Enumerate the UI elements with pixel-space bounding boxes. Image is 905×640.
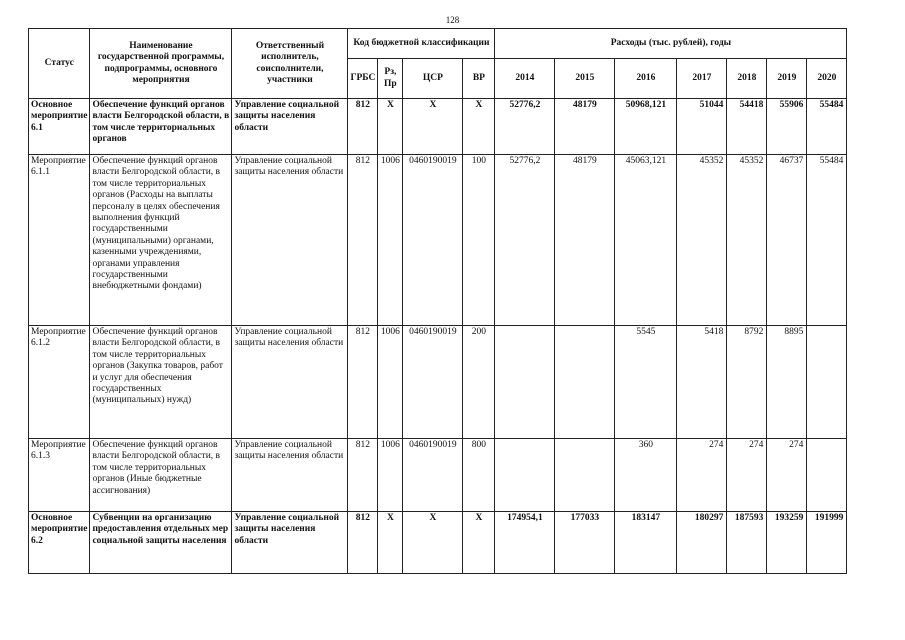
header-budget-code: Код бюджетной классификации <box>348 29 495 59</box>
header-vr: ВР <box>463 59 495 99</box>
row-value-2020: 191999 <box>807 512 847 574</box>
row-csr: 0460190019 <box>403 439 463 512</box>
row-value-2018: 274 <box>727 439 767 512</box>
row-value-2014: 52776,2 <box>495 155 555 326</box>
row-name: Обеспечение функций органов власти Белгородской области, в том числе территориальных органов (Расходы на выплаты персоналу в целях обеспечения выполнения функций государственными (муниципальными) органами, казенными учреждениями, органами управления государственными внебюджетными фондами) <box>90 155 232 326</box>
row-vr: 800 <box>463 439 495 512</box>
header-year-2014: 2014 <box>495 59 555 99</box>
row-value-2014: 52776,2 <box>495 99 555 155</box>
header-responsible: Ответственный исполнитель, соисполнители, участники <box>232 29 348 99</box>
row-value-2017: 274 <box>677 439 727 512</box>
row-value-2014 <box>495 439 555 512</box>
row-rz-pr: 1006 <box>378 439 403 512</box>
row-value-2019: 193259 <box>767 512 807 574</box>
row-value-2018: 54418 <box>727 99 767 155</box>
row-value-2014: 174954,1 <box>495 512 555 574</box>
row-grbs: 812 <box>348 326 378 439</box>
table-row <box>29 512 847 574</box>
table-row <box>29 326 847 439</box>
row-csr: 0460190019 <box>403 155 463 326</box>
row-status: Основное мероприятие 6.1 <box>29 99 90 155</box>
row-value-2016: 183147 <box>615 512 677 574</box>
row-value-2016: 5545 <box>615 326 677 439</box>
row-value-2018: 8792 <box>727 326 767 439</box>
page-number: 128 <box>445 15 460 25</box>
header-year-2016: 2016 <box>615 59 677 99</box>
header-grbs: ГРБС <box>348 59 378 99</box>
row-value-2016: 45063,121 <box>615 155 677 326</box>
row-value-2019: 55906 <box>767 99 807 155</box>
row-rz-pr: 1006 <box>378 326 403 439</box>
row-value-2016: 360 <box>615 439 677 512</box>
row-csr: Х <box>403 512 463 574</box>
header-status: Статус <box>29 29 90 99</box>
row-value-2019: 8895 <box>767 326 807 439</box>
row-csr: Х <box>403 99 463 155</box>
row-value-2014 <box>495 326 555 439</box>
row-vr: Х <box>463 99 495 155</box>
row-name: Обеспечение функций органов власти Белгородской области, в том числе территориальных органов <box>90 99 232 155</box>
row-vr: 200 <box>463 326 495 439</box>
row-status: Мероприятие 6.1.1 <box>29 155 90 326</box>
row-value-2016: 50968,121 <box>615 99 677 155</box>
row-rz-pr: Х <box>378 99 403 155</box>
header-rz-pr: Рз, Пр <box>378 59 403 99</box>
row-value-2017: 5418 <box>677 326 727 439</box>
row-value-2015 <box>555 326 615 439</box>
row-name: Обеспечение функций органов власти Белгородской области, в том числе территориальных органов (Закупка товаров, работ и услуг для обеспечения государственных (муниципальных) нужд) <box>90 326 232 439</box>
header-year-2017: 2017 <box>677 59 727 99</box>
header-name: Наименование государственной программы, подпрограммы, основного мероприятия <box>90 29 232 99</box>
row-value-2020 <box>807 439 847 512</box>
row-value-2020 <box>807 326 847 439</box>
row-responsible: Управление социальной защиты населения области <box>232 155 348 326</box>
table-row <box>29 99 847 155</box>
row-grbs: 812 <box>348 155 378 326</box>
row-value-2019: 274 <box>767 439 807 512</box>
row-csr: 0460190019 <box>403 326 463 439</box>
header-csr: ЦСР <box>403 59 463 99</box>
row-value-2015 <box>555 439 615 512</box>
header-year-2015: 2015 <box>555 59 615 99</box>
row-value-2020: 55484 <box>807 99 847 155</box>
row-vr: Х <box>463 512 495 574</box>
row-value-2018: 45352 <box>727 155 767 326</box>
row-name: Субвенции на организацию предоставления отдельных мер социальной защиты населения <box>90 512 232 574</box>
table-row <box>29 439 847 512</box>
row-value-2015: 48179 <box>555 155 615 326</box>
row-vr: 100 <box>463 155 495 326</box>
row-grbs: 812 <box>348 512 378 574</box>
row-value-2015: 177033 <box>555 512 615 574</box>
budget-table <box>28 28 847 574</box>
row-rz-pr: Х <box>378 512 403 574</box>
row-value-2020: 55484 <box>807 155 847 326</box>
header-expenses: Расходы (тыс. рублей), годы <box>495 29 847 59</box>
row-responsible: Управление социальной защиты населения области <box>232 326 348 439</box>
row-value-2017: 180297 <box>677 512 727 574</box>
header-year-2020: 2020 <box>807 59 847 99</box>
row-value-2018: 187593 <box>727 512 767 574</box>
row-responsible: Управление социальной защиты населения области <box>232 512 348 574</box>
row-responsible: Управление социальной защиты населения области <box>232 99 348 155</box>
row-value-2019: 46737 <box>767 155 807 326</box>
row-value-2017: 45352 <box>677 155 727 326</box>
header-year-2019: 2019 <box>767 59 807 99</box>
row-responsible: Управление социальной защиты населения области <box>232 439 348 512</box>
row-status: Мероприятие 6.1.2 <box>29 326 90 439</box>
table-row <box>29 155 847 326</box>
row-grbs: 812 <box>348 439 378 512</box>
row-grbs: 812 <box>348 99 378 155</box>
header-year-2018: 2018 <box>727 59 767 99</box>
row-value-2015: 48179 <box>555 99 615 155</box>
row-rz-pr: 1006 <box>378 155 403 326</box>
row-value-2017: 51044 <box>677 99 727 155</box>
row-status: Основное мероприятие 6.2 <box>29 512 90 574</box>
row-status: Мероприятие 6.1.3 <box>29 439 90 512</box>
row-name: Обеспечение функций органов власти Белгородской области, в том числе территориальных органов (Иные бюджетные ассигнования) <box>90 439 232 512</box>
